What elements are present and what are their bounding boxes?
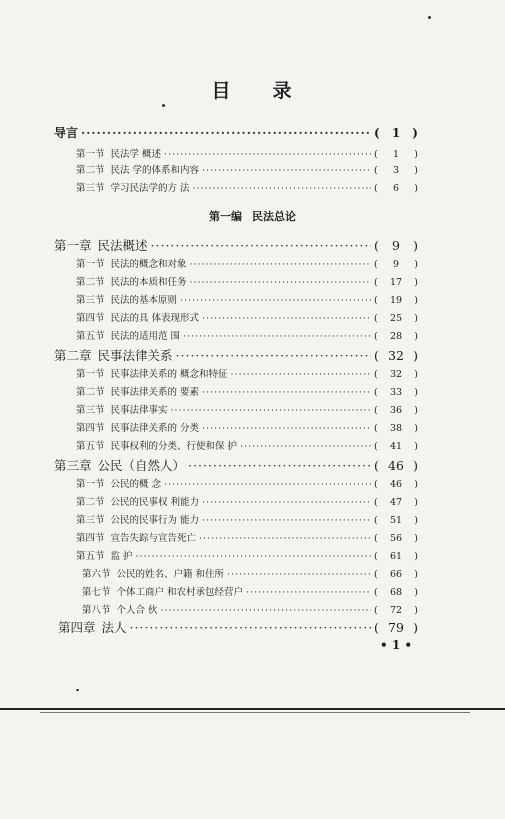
toc-page-number: 33	[389, 387, 403, 398]
toc-page-number: 1	[392, 149, 400, 160]
toc-page-ref: ( 56 )	[374, 533, 418, 544]
toc-section-entry	[76, 476, 418, 490]
toc-page-number: 25	[389, 313, 403, 324]
toc-page-number: 51	[389, 515, 403, 526]
toc-chapter-entry	[54, 346, 418, 364]
toc-entry-number: 第四节	[76, 423, 105, 434]
toc-page-ref: ( 32 )	[374, 369, 418, 380]
toc-page-number: 32	[389, 369, 403, 380]
toc-section-entry	[76, 438, 418, 452]
speck	[428, 16, 431, 19]
toc-section-entry	[76, 256, 418, 270]
toc-section-entry	[76, 384, 418, 398]
toc-entry-number: 第五节	[76, 331, 105, 342]
speck	[162, 104, 165, 107]
dot-leader	[199, 533, 371, 544]
toc-chapter-entry	[54, 124, 418, 141]
toc-section-entry	[76, 402, 418, 416]
toc-section-entry	[76, 310, 418, 324]
toc-entry-title: 民法的本质和任务	[110, 277, 187, 288]
toc-page-ref: ( 17 )	[374, 277, 418, 288]
toc-entry-title: 民法的具 体表现形式	[110, 313, 200, 324]
toc-section-entry	[76, 420, 418, 434]
toc-entry-number: 第二节	[76, 165, 105, 176]
toc-page-ref: ( 9 )	[374, 259, 418, 270]
toc-page-number: 9	[392, 259, 400, 270]
toc-page-ref: ( 61 )	[374, 551, 418, 562]
toc-entry-title: 民法的概念和对象	[110, 259, 187, 270]
dot-leader	[190, 259, 371, 270]
toc-entry-title: 民事法律关系	[97, 348, 173, 363]
toc-page-ref: ( 47 )	[374, 497, 418, 508]
dot-leader	[164, 479, 371, 490]
toc-page-ref: ( 68 )	[374, 587, 418, 598]
toc-entry-number: 第八节	[82, 605, 111, 616]
toc-section-entry	[76, 548, 418, 562]
toc-page-ref: ( 79 )	[374, 620, 418, 635]
title-char-2: 录	[272, 80, 294, 102]
toc-section-entry	[76, 292, 418, 306]
title-char-1: 目	[211, 80, 233, 102]
bottom-rule	[0, 708, 505, 710]
toc-entry-title: 导言	[54, 126, 79, 140]
toc-entry-number: 第三节	[76, 405, 105, 416]
speck	[76, 689, 79, 691]
toc-page-number: 28	[389, 331, 403, 342]
bottom-rule-thin	[40, 712, 470, 713]
dot-leader	[202, 313, 371, 324]
toc-page-number: 32	[388, 348, 404, 363]
toc-entry-number: 第六节	[82, 569, 111, 580]
toc-entry-title: 公民（自然人）	[97, 458, 186, 473]
part-heading	[0, 208, 505, 224]
toc-page-ref: ( 66 )	[374, 569, 418, 580]
toc-entry-number: 第二节	[76, 497, 105, 508]
toc-section-entry	[82, 602, 418, 616]
toc-page-ref: ( 1 )	[374, 149, 418, 160]
toc-page-ref: ( 3 )	[374, 165, 418, 176]
dot-leader	[202, 423, 371, 434]
toc-entry-title: 监 护	[110, 551, 133, 562]
toc-entry-number: 第七节	[82, 587, 111, 598]
toc-entry-number: 第四节	[76, 313, 105, 324]
toc-page-number: 68	[389, 587, 403, 598]
toc-page-number: 56	[389, 533, 403, 544]
toc-entry-number: 第三节	[76, 515, 105, 526]
toc-page-ref: ( 46 )	[374, 479, 418, 490]
toc-chapter-entry	[54, 456, 418, 474]
toc-page-ref: ( 32 )	[374, 348, 418, 363]
dot-leader	[202, 387, 371, 398]
toc-page-number: 19	[389, 295, 403, 306]
dot-leader	[188, 458, 371, 473]
toc-entry-title: 民法学 概述	[110, 149, 162, 160]
toc-entry-title: 公民的姓名、户籍 和住所	[116, 569, 225, 580]
toc-entry-number: 第一节	[76, 479, 105, 490]
toc-page-ref: ( 19 )	[374, 295, 418, 306]
toc-page-ref: ( 33 )	[374, 387, 418, 398]
toc-entry-title: 公民的民事行为 能力	[110, 515, 200, 526]
dot-leader	[171, 405, 371, 416]
toc-page-ref: ( 41 )	[374, 441, 418, 452]
toc-entry-title: 民法的基本原则	[110, 295, 178, 306]
toc-chapter-entry	[54, 236, 418, 254]
toc-entry-number: 第三节	[76, 295, 105, 306]
toc-section-entry	[76, 512, 418, 526]
dot-leader	[190, 277, 371, 288]
dot-leader	[240, 441, 371, 452]
toc-entry-title: 民法的适用范 围	[110, 331, 181, 342]
dot-leader	[130, 620, 371, 635]
toc-entry-title: 公民的概 念	[110, 479, 162, 490]
dot-leader	[81, 126, 371, 140]
toc-page-ref: ( 51 )	[374, 515, 418, 526]
dot-leader	[231, 369, 371, 380]
toc-section-entry	[76, 146, 418, 160]
dot-leader	[164, 149, 371, 160]
toc-page-number: 17	[389, 277, 403, 288]
toc-page-number: 72	[389, 605, 403, 616]
toc-entry-number: 第五节	[76, 441, 105, 452]
page-number: • 1 •	[380, 638, 413, 652]
toc-page-ref: ( 28 )	[374, 331, 418, 342]
part-label: 第一编	[209, 210, 242, 223]
part-name: 民法总论	[252, 210, 296, 223]
toc-entry-number: 第四章	[58, 620, 96, 635]
toc-entry-title: 个体工商户 和农村承包经营户	[116, 587, 244, 598]
toc-entry-title: 法人	[101, 620, 127, 635]
toc-entry-number: 第一节	[76, 259, 105, 270]
toc-entry-number: 第一节	[76, 149, 105, 160]
toc-section-entry	[76, 530, 418, 544]
toc-page-number: 61	[389, 551, 403, 562]
toc-page-number: 9	[392, 238, 400, 253]
toc-entry-number: 第二节	[76, 387, 105, 398]
toc-page-ref: ( 36 )	[374, 405, 418, 416]
toc-page-number: 66	[389, 569, 403, 580]
toc-entry-title: 民法 学的体系和内容	[110, 165, 200, 176]
toc-entry-number: 第三章	[54, 458, 92, 473]
toc-page-number: 6	[392, 183, 400, 194]
dot-leader	[176, 348, 371, 363]
toc-page-number: 46	[388, 458, 404, 473]
dot-leader	[246, 587, 371, 598]
toc-section-entry	[76, 494, 418, 508]
toc-page-number: 36	[389, 405, 403, 416]
toc-entry-title: 民事权利的分类、行使和保 护	[110, 441, 238, 452]
toc-entry-number: 第四节	[76, 533, 105, 544]
toc-page-ref: ( 38 )	[374, 423, 418, 434]
toc-entry-title: 民事法律事实	[110, 405, 168, 416]
toc-entry-title: 个人合 伙	[116, 605, 158, 616]
toc-entry-title: 民事法律关系的 要素	[110, 387, 200, 398]
toc-page-number: 79	[388, 620, 404, 635]
toc-section-entry	[76, 274, 418, 288]
toc-page-ref: ( 72 )	[374, 605, 418, 616]
toc-page-number: 46	[389, 479, 403, 490]
dot-leader	[202, 497, 371, 508]
page-title	[0, 76, 505, 103]
toc-entry-title: 民事法律关系的 分类	[110, 423, 200, 434]
toc-section-entry	[82, 584, 418, 598]
toc-section-entry	[76, 366, 418, 380]
toc-entry-number: 第一节	[76, 369, 105, 380]
toc-section-entry	[76, 328, 418, 342]
toc-entry-number: 第二节	[76, 277, 105, 288]
dot-leader	[183, 331, 371, 342]
toc-section-entry	[76, 162, 418, 176]
toc-page-number: 47	[389, 497, 403, 508]
toc-entry-number: 第一章	[54, 238, 92, 253]
toc-entry-title: 学习民法学的方 法	[110, 183, 190, 194]
dot-leader	[202, 165, 371, 176]
dot-leader	[227, 569, 371, 580]
toc-page-number: 41	[389, 441, 403, 452]
toc-page-ref: ( 25 )	[374, 313, 418, 324]
toc-page-ref: ( 9 )	[374, 238, 418, 253]
toc-entry-title: 民法概述	[97, 238, 148, 253]
toc-chapter-entry	[58, 618, 418, 636]
toc-page-ref: ( 1 )	[374, 126, 418, 140]
toc-page-ref: ( 46 )	[374, 458, 418, 473]
dot-leader	[202, 515, 371, 526]
dot-leader	[151, 238, 371, 253]
toc-page-ref: ( 6 )	[374, 183, 418, 194]
toc-entry-number: 第三节	[76, 183, 105, 194]
toc-page-number: 38	[389, 423, 403, 434]
toc-page-number: 3	[392, 165, 400, 176]
toc-page-number: 1	[391, 126, 401, 140]
toc-entry-number: 第二章	[54, 348, 92, 363]
toc-entry-title: 宣告失踪与宣告死亡	[110, 533, 197, 544]
toc-entry-title: 民事法律关系的 概念和特征	[110, 369, 228, 380]
toc-entry-title: 公民的民事权 利能力	[110, 497, 200, 508]
dot-leader	[193, 183, 371, 194]
toc-section-entry	[76, 180, 418, 194]
dot-leader	[180, 295, 371, 306]
toc-section-entry	[82, 566, 418, 580]
toc-entry-number: 第五节	[76, 551, 105, 562]
dot-leader	[136, 551, 371, 562]
dot-leader	[161, 605, 371, 616]
